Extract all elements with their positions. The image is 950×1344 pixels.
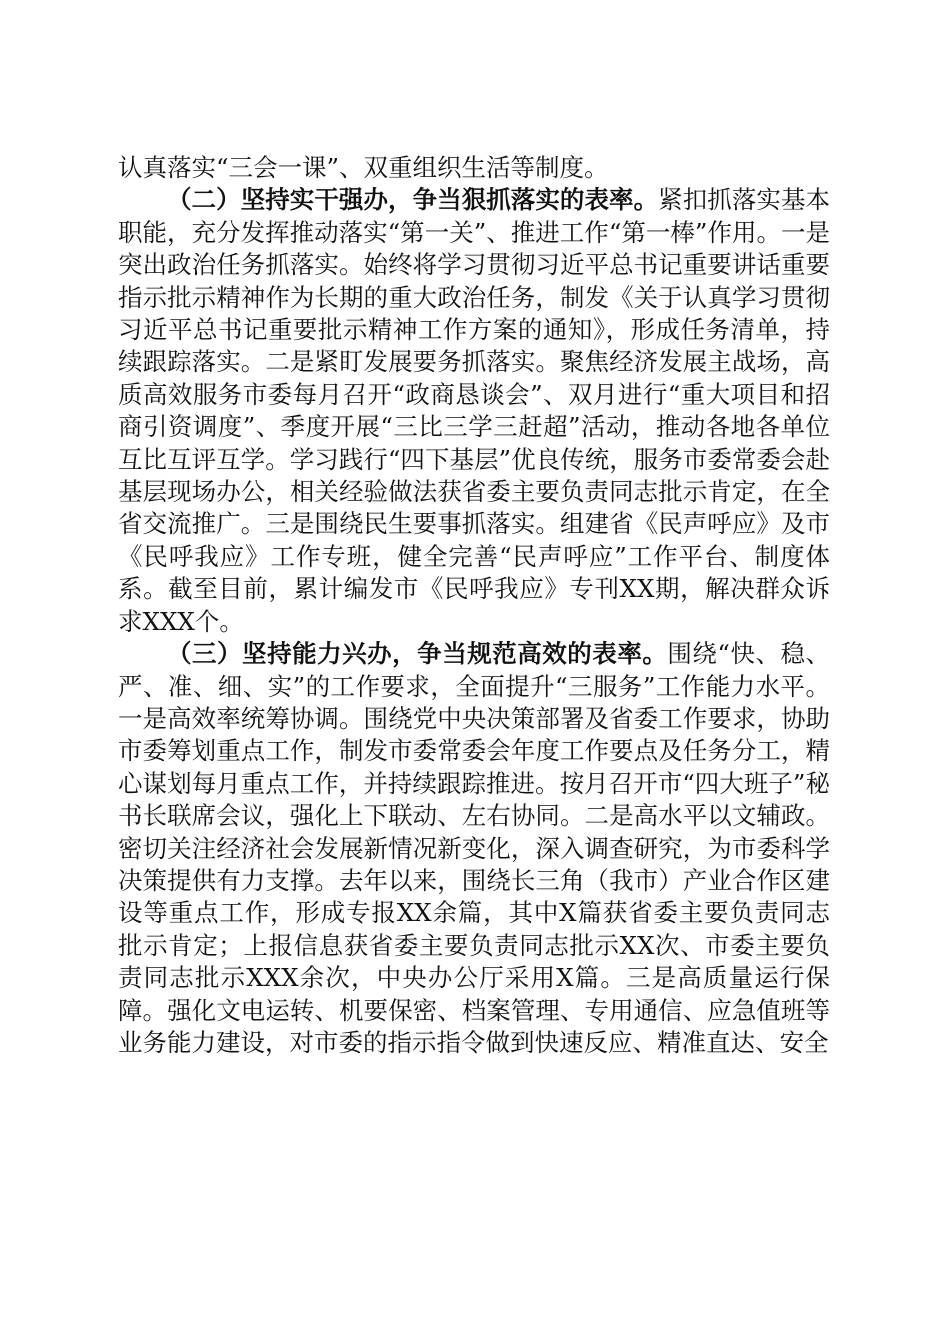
- paragraph-1-text: 认真落实“三会一课”、双重组织生活等制度。: [118, 153, 609, 182]
- paragraph-3-heading: （三）坚持能力兴办，争当规范高效的表率。: [167, 639, 668, 669]
- document-body: [118, 152, 830, 1059]
- paragraph-2-heading: （二）坚持实干强办，争当狠抓落实的表率。: [167, 185, 659, 215]
- paragraph-2: [118, 184, 830, 638]
- paragraph-2-text: 紧扣抓落实基本职能，充分发挥推动落实“第一关”、推进工作“第一棒”作用。一是突出政治任务抓落实。始终将学习贯彻习近平总书记重要讲话重要指示批示精神作为长期的重大政治任务，制发《关于认真学习贯彻习近平总书记重要批示精神工作方案的通知》，形成任务清单，持续跟踪落实。二是紧盯发展要务抓落实。聚焦经济发展主战场，高质高效服务市委每月召开“政商恳谈会”、双月进行“重大项目和招商引资调度”、季度开展“三比三学三赶超”活动，推动各地各单位互比互评互学。学习践行“四下基层”优良传统，服务市委常委会赴基层现场办公，相关经验做法获省委主要负责同志批示肯定，在全省交流推广。三是围绕民生要事抓落实。组建省《民声呼应》及市《民呼我应》工作专班，健全完善“民声呼应”工作平台、制度体系。截至目前，累计编发市《民呼我应》专刊XX期，解决群众诉求XXX个。: [118, 185, 831, 636]
- paragraph-3-text: 围绕“快、稳、严、准、细、实”的工作要求，全面提升“三服务”工作能力水平。一是高效率统筹协调。围绕党中央决策部署及省委工作要求，协助市委筹划重点工作，制发市委常委会年度工作要点及任务分工，精心谋划每月重点工作，并持续跟踪推进。按月召开市“四大班子”秘书长联席会议，强化上下联动、左右协同。二是高水平以文辅政。密切关注经济社会发展新情况新变化，深入调查研究，为市委科学决策提供有力支撑。去年以来，围绕长三角（我市）产业合作区建设等重点工作，形成专报XX余篇，其中X篇获省委主要负责同志批示肯定；上报信息获省委主要负责同志批示XX次、市委主要负责同志批示XXX余次，中央办公厅采用X篇。三是高质量运行保障。强化文电运转、机要保密、档案管理、专用通信、应急值班等业务能力建设，对市委的指示指令做到快速反应、精准直达、安全: [118, 639, 830, 1057]
- paragraph-3: [118, 638, 830, 1059]
- paragraph-1: [118, 152, 830, 184]
